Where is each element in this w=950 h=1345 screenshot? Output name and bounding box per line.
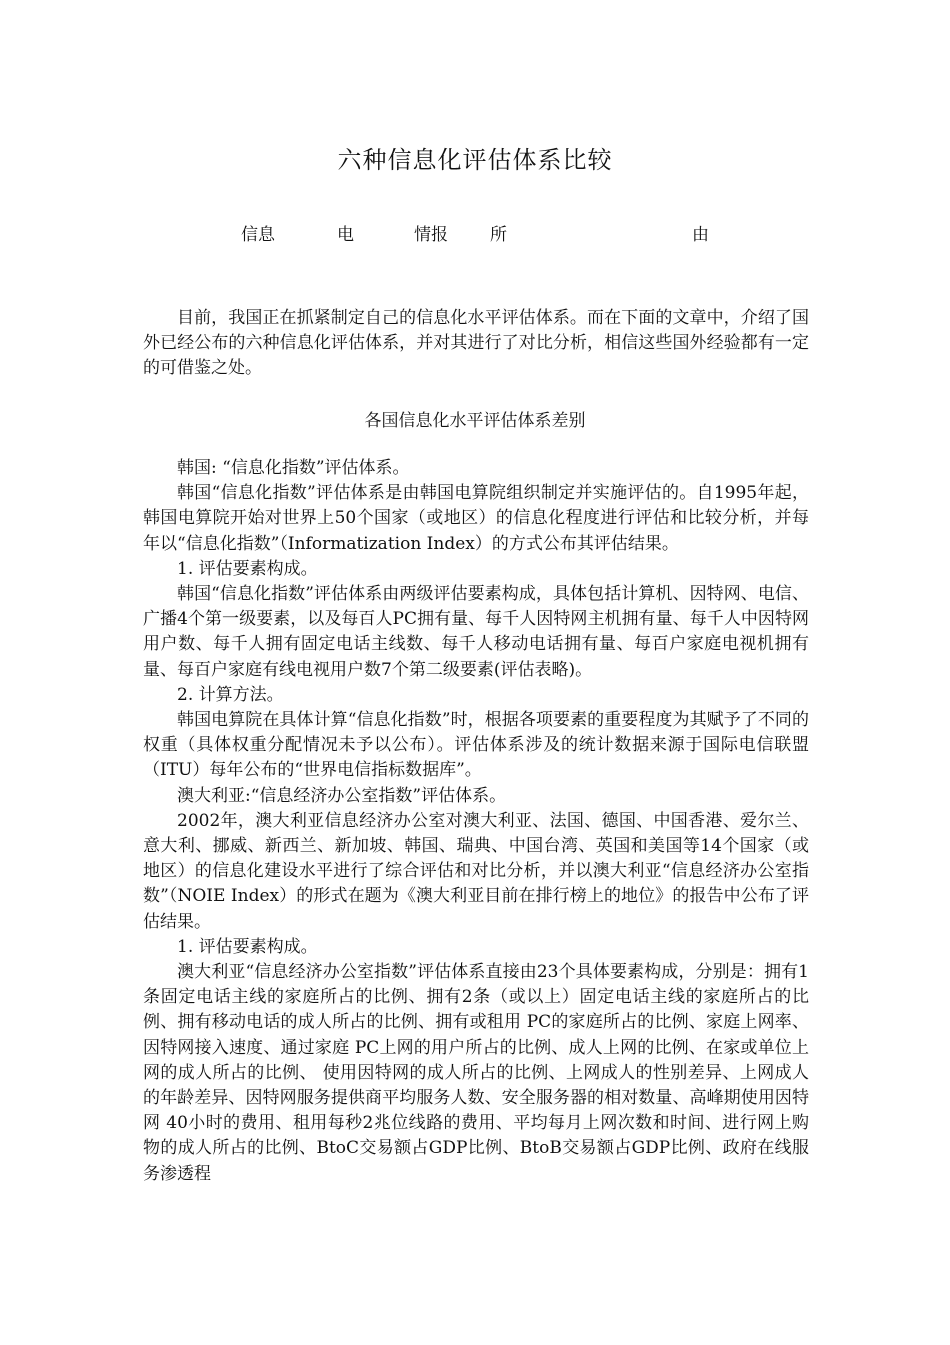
paragraph: 韩国电算院在具体计算“信息化指数”时，根据各项要素的重要程度为其赋予了不同的权重（具体权重分配情况未予以公布）。评估体系涉及的统计数据来源于国际电信联盟（ITU）每年公布的“世界电信指标数据库”。 (143, 710, 809, 781)
byline-word: 电 (337, 225, 354, 245)
paragraph-korea-heading: 韩国: “信息化指数”评估体系。 (177, 458, 410, 478)
paragraph-subheading: 1. 评估要素构成。 (177, 558, 318, 579)
intro-paragraph: 目前，我国正在抓紧制定自己的信息化水平评估体系。而在下面的文章中，介绍了国外已经公布的六种信息化评估体系，并对其进行了对比分析，相信这些国外经验都有一定的可借鉴之处。 (143, 308, 809, 379)
section-heading: 各国信息化水平评估体系差别 (364, 411, 586, 431)
intro-block (143, 306, 809, 382)
paragraph-australia-heading: 澳大利亚:“信息经济办公室指数”评估体系。 (177, 785, 507, 806)
byline-word: 所 (490, 225, 507, 245)
byline-word: 由 (692, 225, 709, 245)
paragraph: 2002年，澳大利亚信息经济办公室对澳大利亚、法国、德国、中国香港、爱尔兰、意大利、挪威、新西兰、新加坡、韩国、瑞典、中国台湾、英国和美国等14个国家（或地区）的信息化建设水平进行了综合评估和对比分析，并以澳大利亚“信息经济办公室指数”（NOIE Index）的形式在题为《澳大利亚目前在排行榜上的地位》的报告中公布了评估结果。 (143, 810, 809, 932)
paragraph-subheading: 1. 评估要素构成。 (177, 936, 318, 957)
body-block (143, 456, 809, 1187)
paragraph-subheading: 2. 计算方法。 (177, 684, 284, 705)
byline-word: 情报 (414, 225, 448, 245)
document-title: 六种信息化评估体系比较 (337, 146, 613, 174)
paragraph: 韩国“信息化指数”评估体系是由韩国电算院组织制定并实施评估的。自1995年起，韩国电算院开始对世界上50个国家（或地区）的信息化程度进行评估和比较分析，并每年以“信息化指数”（Informatization Index）的方式公布其评估结果。 (143, 483, 809, 554)
byline-word: 信息 (241, 225, 275, 245)
paragraph: 韩国“信息化指数”评估体系由两级评估要素构成，具体包括计算机、因特网、电信、广播4个第一级要素，以及每百人PC拥有量、每千人因特网主机拥有量、每千人中因特网用户数、每千人拥有固定电话主线数、每千人移动电话拥有量、每百户家庭电视机拥有量、每百户家庭有线电视用户数7个第二级要素(评估表略)。 (143, 584, 809, 680)
paragraph: 澳大利亚“信息经济办公室指数”评估体系直接由23个具体要素构成，分别是：拥有1条固定电话主线的家庭所占的比例、拥有2条（或以上）固定电话主线的家庭所占的比例、拥有移动电话的成人所占的比例、拥有或租用 PC的家庭所占的比例、家庭上网率、因特网接入速度、通过家庭 PC上网的用户所占的比例、成人上网的比例、在家或单位上网的成人所占的比例、 使用因特网的成人所占的比例、上网成人的性别差异、上网成人的年龄差异、因特网服务提供商平均服务人数、安全服务器的相对数量、高峰期使用因特网 40小时的费用、租用每秒2兆位线路的费用、平均每月上网次数和时间、进行网上购物的成人所占的比例、BtoC交易额占GDP比例、BtoB交易额占GDP比例、政府在线服务渗透程 (143, 962, 809, 1184)
